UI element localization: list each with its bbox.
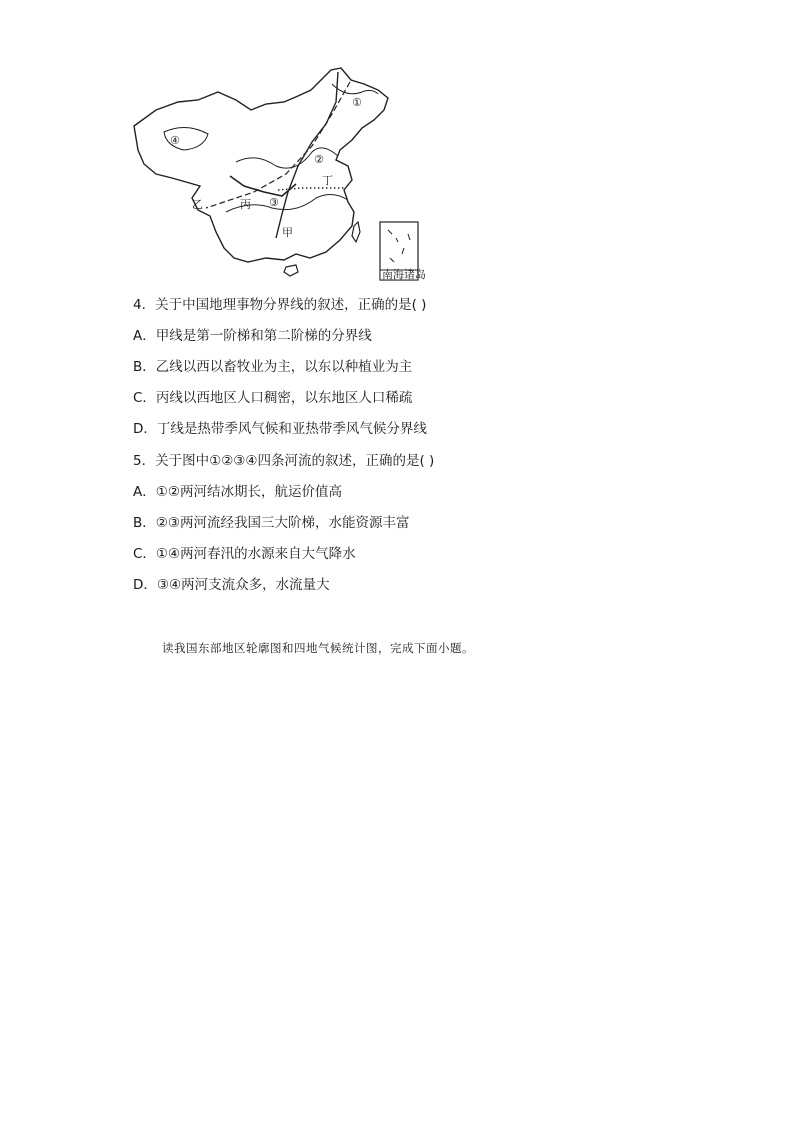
question-5-option-a: A．①②两河结冰期长，航运价值高 (133, 484, 342, 500)
label-line-bing: 丙 (240, 198, 251, 211)
label-river-4: ④ (170, 134, 180, 147)
reading-instruction: 读我国东部地区轮廓图和四地气候统计图，完成下面小题。 (162, 641, 474, 655)
question-5-option-b: B．②③两河流经我国三大阶梯，水能资源丰富 (133, 515, 410, 531)
china-map-figure (126, 62, 426, 287)
label-line-jia: 甲 (282, 226, 293, 239)
question-4-option-b: B．乙线以西以畜牧业为主，以东以种植业为主 (133, 359, 413, 375)
question-5-stem: 5．关于图中①②③④四条河流的叙述，正确的是( ) (133, 453, 435, 469)
label-line-ding: 丁 (322, 174, 333, 187)
question-4-stem: 4．关于中国地理事物分界线的叙述，正确的是( ) (133, 297, 427, 313)
label-river-2: ② (314, 153, 324, 166)
line-bing (230, 176, 296, 196)
china-outline (134, 68, 388, 262)
river-heilong (332, 84, 378, 94)
inset-islands (388, 230, 410, 262)
question-4-option-d: D．丁线是热带季风气候和亚热带季风气候分界线 (133, 421, 427, 437)
label-line-yi: 乙 (192, 198, 203, 211)
label-river-3: ③ (269, 196, 279, 209)
line-ding (278, 188, 344, 190)
inset-caption: 南海诸岛 (382, 268, 426, 281)
label-river-1: ① (352, 96, 362, 109)
hainan-island (284, 265, 298, 276)
taiwan-island (352, 222, 360, 242)
line-yi (206, 82, 350, 208)
line-jia (276, 72, 338, 238)
question-4-option-c: C．丙线以西地区人口稠密，以东地区人口稀疏 (133, 390, 413, 406)
question-4-option-a: A．甲线是第一阶梯和第二阶梯的分界线 (133, 328, 372, 344)
question-5-option-d: D．③④两河支流众多，水流量大 (133, 577, 330, 593)
question-5-option-c: C．①④两河春汛的水源来自大气降水 (133, 546, 356, 562)
china-map (126, 62, 426, 287)
